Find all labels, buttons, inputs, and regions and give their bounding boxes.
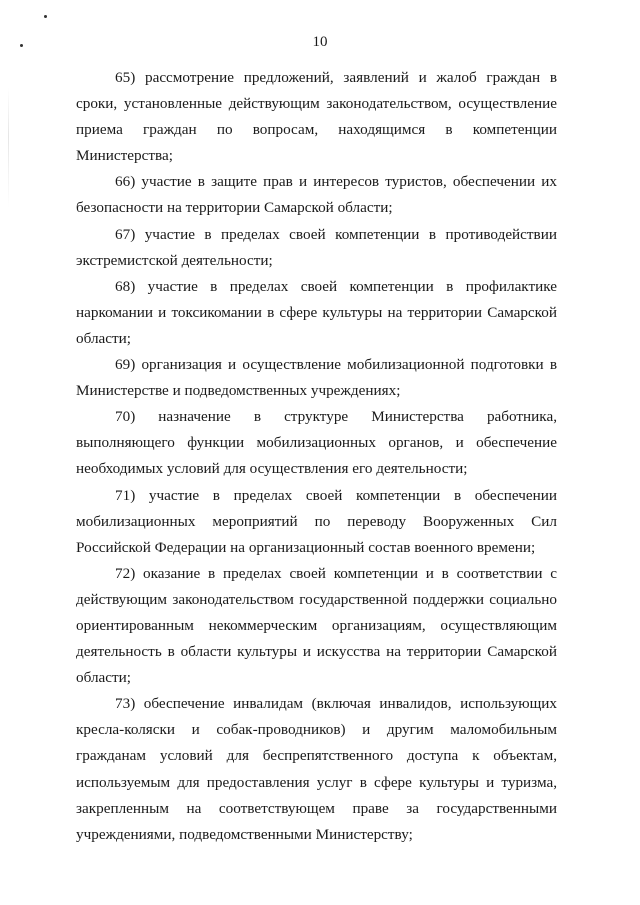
list-item: 66) участие в защите прав и интересов туристов, обеспечении их безопасности на территории Самарской области; (76, 173, 557, 217)
list-item: 67) участие в пределах своей компетенции в противодействии экстремистской деятельности; (76, 225, 557, 269)
list-item: 71) участие в пределах своей компетенции в обеспечении мобилизационных мероприятий по переводу Вооруженных Сил Российской Федерации на организационный состав военного времени; (76, 486, 557, 556)
list-item: 68) участие в пределах своей компетенции в профилактике наркомании и токсикомании в сфере культуры на территории Самарской области; (76, 277, 557, 347)
document-body (76, 65, 557, 848)
scan-margin-line (8, 88, 9, 208)
list-item: 72) оказание в пределах своей компетенции и в соответствии с действующим законодательством государственной поддержки социально ориентированным некоммерческим организациям, осуществляющим деятельность в области культуры и искусства на территории Самарской области; (76, 564, 557, 687)
list-item: 70) назначение в структуре Министерства работника, выполняющего функции мобилизационных органов, и обеспечение необходимых условий для осуществления его деятельности; (76, 408, 557, 478)
page-number: 10 (312, 34, 328, 50)
list-item: 65) рассмотрение предложений, заявлений и жалоб граждан в сроки, установленные действующим законодательством, осуществление приема граждан по вопросам, находящимся в компетенции Министерства; (76, 69, 557, 165)
list-item: 69) организация и осуществление мобилизационной подготовки в Министерстве и подведомственных учреждениях; (76, 356, 557, 400)
list-item: 73) обеспечение инвалидам (включая инвалидов, использующих кресла-коляски и собак-проводников) и другим маломобильным гражданам условий для беспрепятственного доступа к объектам, используемым для предоставления услуг в сфере культуры и туризма, закрепленным на соответствующем праве за государственными учреждениями, подведомственными Министерству; (76, 695, 557, 843)
scan-speck (44, 15, 47, 18)
